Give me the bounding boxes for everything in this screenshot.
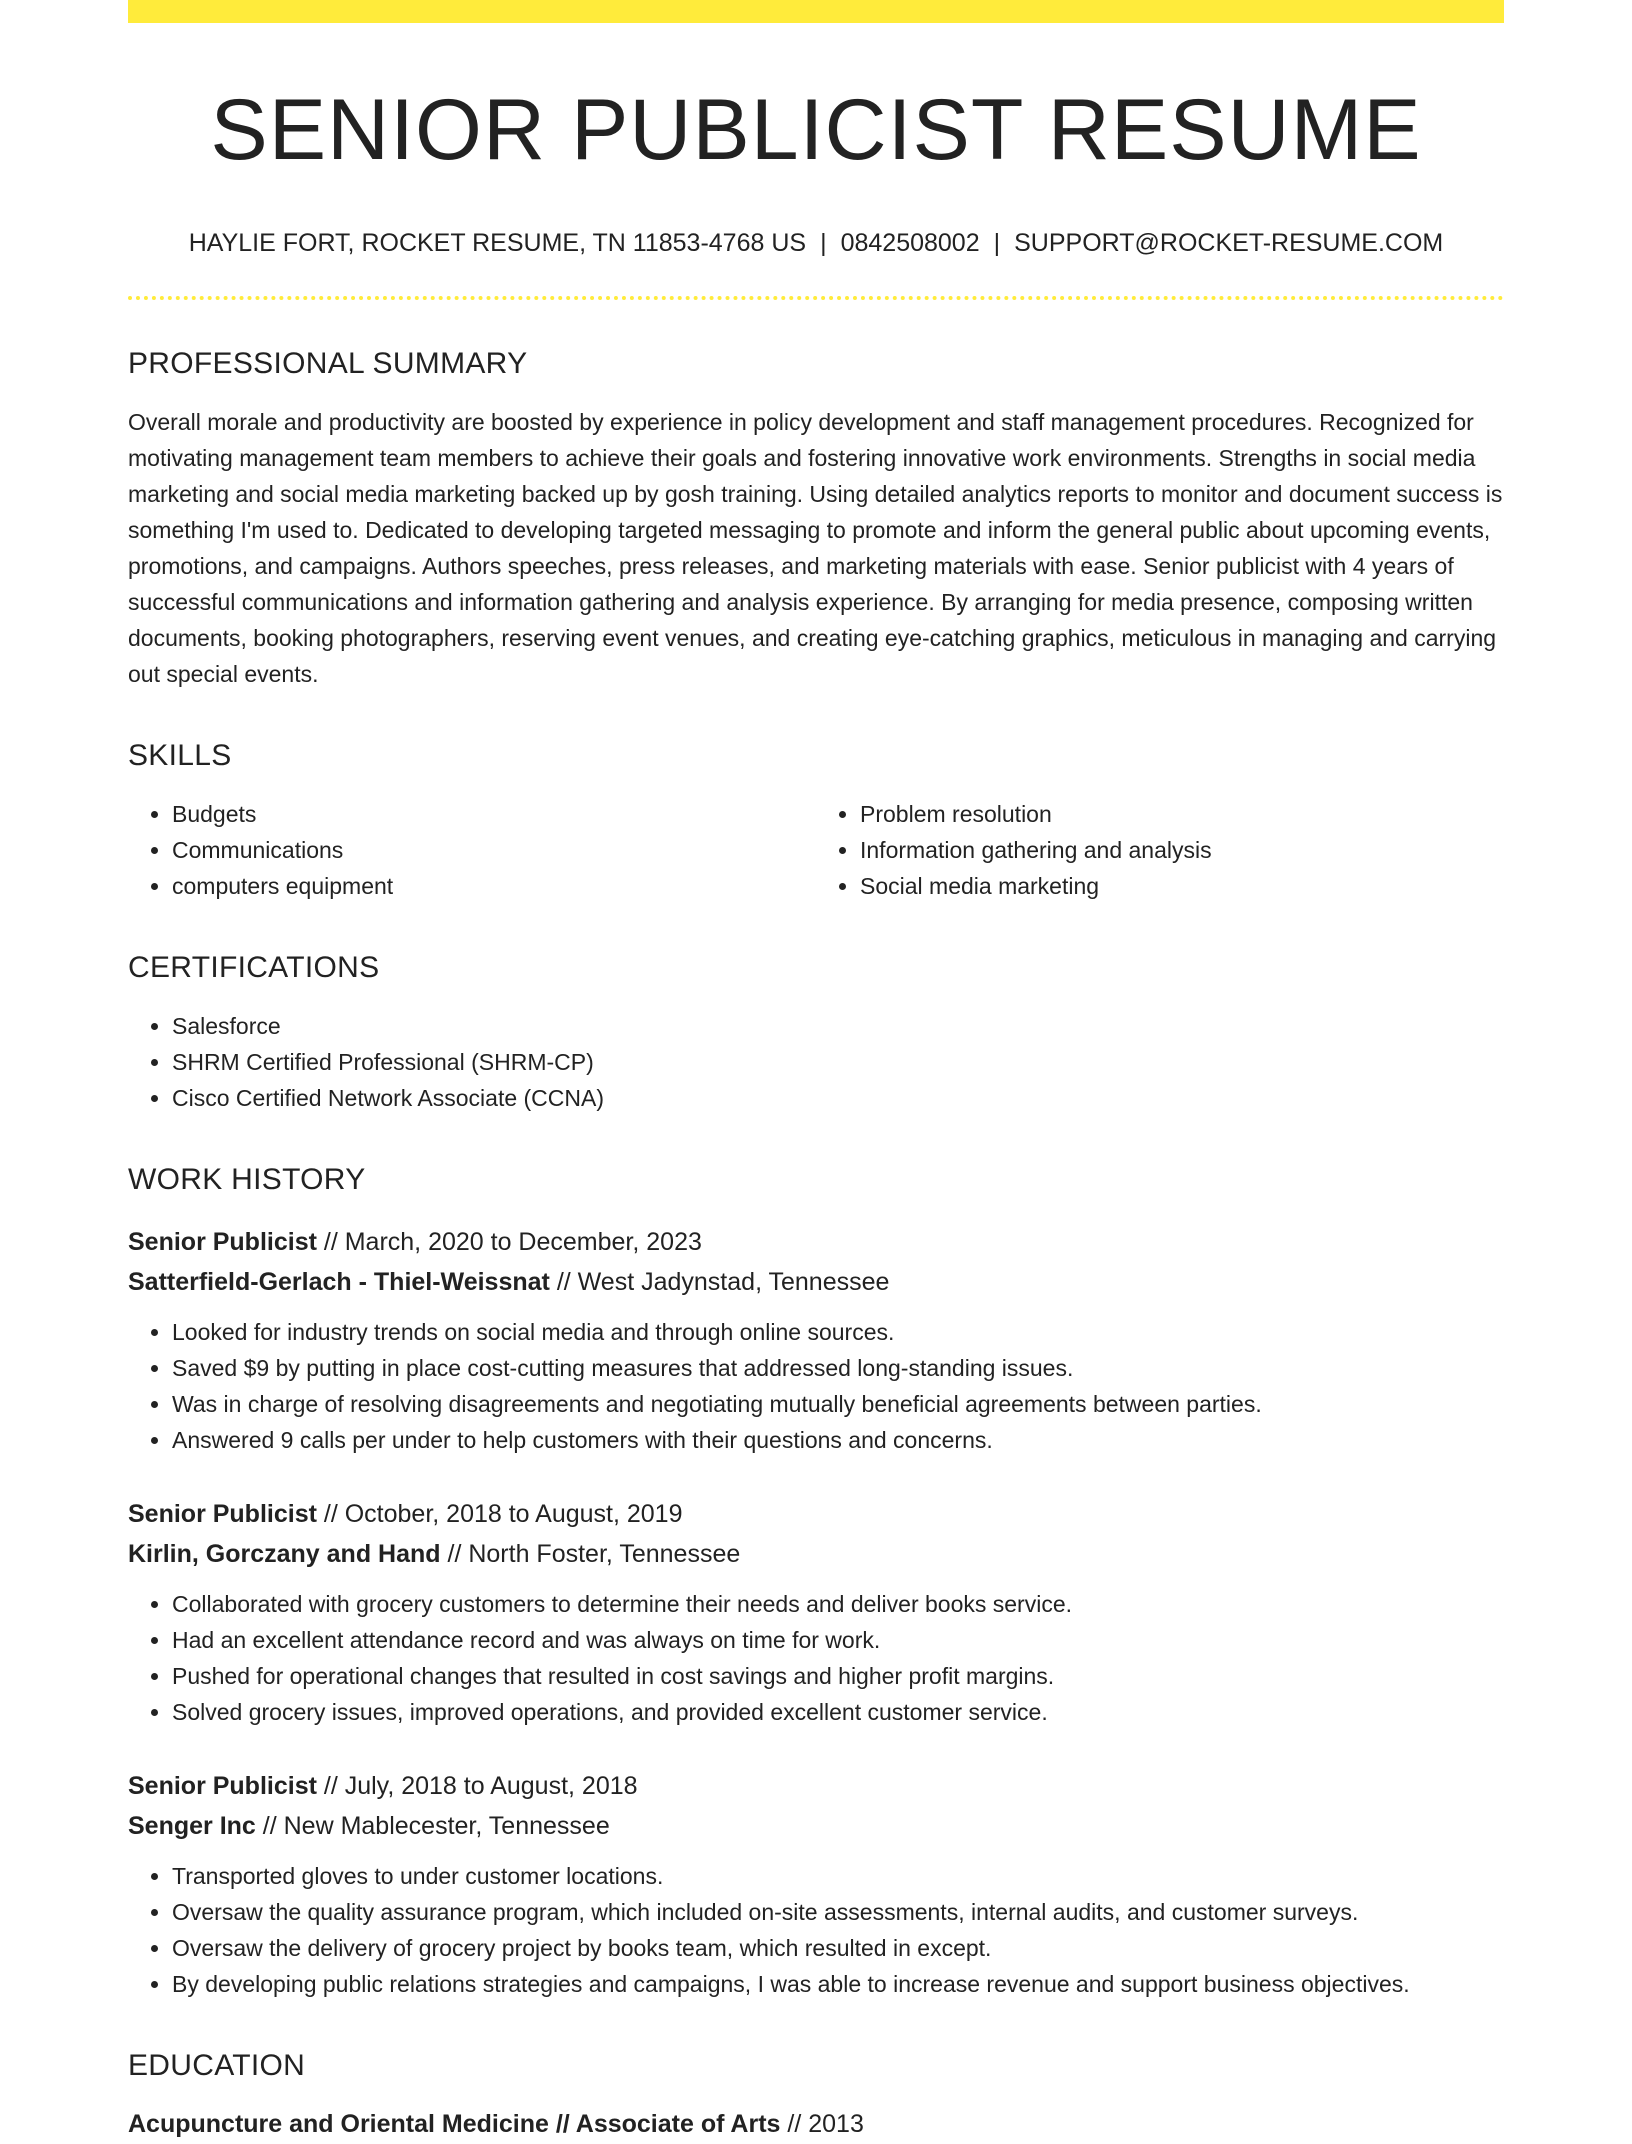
job-dates: // July, 2018 to August, 2018 xyxy=(316,1771,638,1800)
job-bullets xyxy=(128,1858,1504,2002)
job-bullet: • Saved $9 by putting in place cost-cutting measures that addressed long-standing issues. xyxy=(172,1350,1504,1386)
job-location: // New Mablecester, Tennessee xyxy=(255,1811,610,1840)
resume-page xyxy=(128,0,1504,2138)
section-title-education: EDUCATION xyxy=(128,2048,306,2082)
contact-separator: | xyxy=(820,228,827,257)
job-company-line xyxy=(128,1534,1504,1574)
job-bullet: • Was in charge of resolving disagreements and negotiating mutually beneficial agreements between parties. xyxy=(172,1386,1504,1422)
skill-item: • Budgets xyxy=(172,796,816,832)
job-title: Senior Publicist xyxy=(128,1227,317,1256)
job-bullet: • Answered 9 calls per under to help customers with their questions and concerns. xyxy=(172,1422,1504,1458)
dotted-divider xyxy=(128,296,1504,300)
education-school: Acupuncture and Oriental Medicine xyxy=(128,2109,549,2138)
job-bullet: • Had an excellent attendance record and was always on time for work. xyxy=(172,1622,1504,1658)
job-title: Senior Publicist xyxy=(128,1771,317,1800)
resume-title: SENIOR PUBLICIST RESUME xyxy=(210,82,1422,178)
contact-address: HAYLIE FORT, ROCKET RESUME, TN 11853-4768 US xyxy=(188,228,807,257)
job-dates: // March, 2020 to December, 2023 xyxy=(316,1227,702,1256)
job-bullet: • Pushed for operational changes that resulted in cost savings and higher profit margins. xyxy=(172,1658,1504,1694)
section-title-work-history: WORK HISTORY xyxy=(128,1162,366,1196)
job-company: Senger Inc xyxy=(128,1811,256,1840)
skills-list-left xyxy=(128,796,816,904)
job-title-line xyxy=(128,1766,1504,1806)
certification-item: • Salesforce xyxy=(172,1008,1504,1044)
job-title: Senior Publicist xyxy=(128,1499,317,1528)
skill-item: • computers equipment xyxy=(172,868,816,904)
section-title-certifications: CERTIFICATIONS xyxy=(128,950,380,984)
job-title-line xyxy=(128,1494,1504,1534)
job-company-line xyxy=(128,1806,1504,1846)
education-degree: // Associate of Arts xyxy=(548,2109,781,2138)
contact-phone: 0842508002 xyxy=(840,228,980,257)
certifications-list xyxy=(128,1008,1504,1116)
education-line xyxy=(128,2104,1504,2144)
job-entry xyxy=(128,1222,1504,1458)
summary-text: Overall morale and productivity are boosted by experience in policy development and staff management procedures. Recognized for motivating management team members to achieve their goals and fostering innovative work environments. Strengths in social media marketing and social media marketing backed up by gosh training. Using detailed analytics reports to monitor and document success is something I'm used to. Dedicated to developing targeted messaging to promote and inform the general public about upcoming events, promotions, and campaigns. Authors speeches, press releases, and marketing materials with ease. Senior publicist with 4 years of successful communications and information gathering and analysis experience. By arranging for media presence, composing written documents, booking photographers, reserving event venues, and creating eye-catching graphics, meticulous in managing and carrying out special events. xyxy=(128,408,1503,687)
job-location: // West Jadynstad, Tennessee xyxy=(549,1267,890,1296)
skill-item: • Social media marketing xyxy=(860,868,1504,904)
job-bullets xyxy=(128,1314,1504,1458)
contact-email: SUPPORT@ROCKET-RESUME.COM xyxy=(1014,228,1444,257)
job-company-line xyxy=(128,1262,1504,1302)
certification-item: • SHRM Certified Professional (SHRM-CP) xyxy=(172,1044,1504,1080)
contact-separator: | xyxy=(993,228,1001,257)
skills-grid xyxy=(128,796,1504,904)
skills-list-right xyxy=(816,796,1504,904)
job-bullet: • Oversaw the quality assurance program, which included on-site assessments, internal audits, and customer surveys. xyxy=(172,1894,1504,1930)
education-year: // 2013 xyxy=(780,2109,864,2138)
job-bullet: • Transported gloves to under customer locations. xyxy=(172,1858,1504,1894)
job-company: Kirlin, Gorczany and Hand xyxy=(128,1539,441,1568)
job-bullet: • Oversaw the delivery of grocery project by books team, which resulted in except. xyxy=(172,1930,1504,1966)
job-company: Satterfield-Gerlach - Thiel-Weissnat xyxy=(128,1267,550,1296)
job-dates: // October, 2018 to August, 2019 xyxy=(316,1499,683,1528)
job-entry xyxy=(128,1494,1504,1730)
job-title-line xyxy=(128,1222,1504,1262)
contact-line xyxy=(128,228,1504,258)
section-title-summary: PROFESSIONAL SUMMARY xyxy=(128,346,528,380)
job-location: // North Foster, Tennessee xyxy=(440,1539,741,1568)
job-bullets xyxy=(128,1586,1504,1730)
skill-item: • Problem resolution xyxy=(860,796,1504,832)
job-bullet: • Solved grocery issues, improved operations, and provided excellent customer service. xyxy=(172,1694,1504,1730)
job-bullet: • Collaborated with grocery customers to determine their needs and deliver books service. xyxy=(172,1586,1504,1622)
top-accent-bar xyxy=(128,0,1504,23)
section-title-skills: SKILLS xyxy=(128,738,232,772)
certification-item: • Cisco Certified Network Associate (CCNA) xyxy=(172,1080,1504,1116)
job-entry xyxy=(128,1766,1504,2002)
job-bullet: • By developing public relations strategies and campaigns, I was able to increase revenue and support business objectives. xyxy=(172,1966,1504,2002)
skill-item: • Communications xyxy=(172,832,816,868)
skill-item: • Information gathering and analysis xyxy=(860,832,1504,868)
job-bullet: • Looked for industry trends on social media and through online sources. xyxy=(172,1314,1504,1350)
